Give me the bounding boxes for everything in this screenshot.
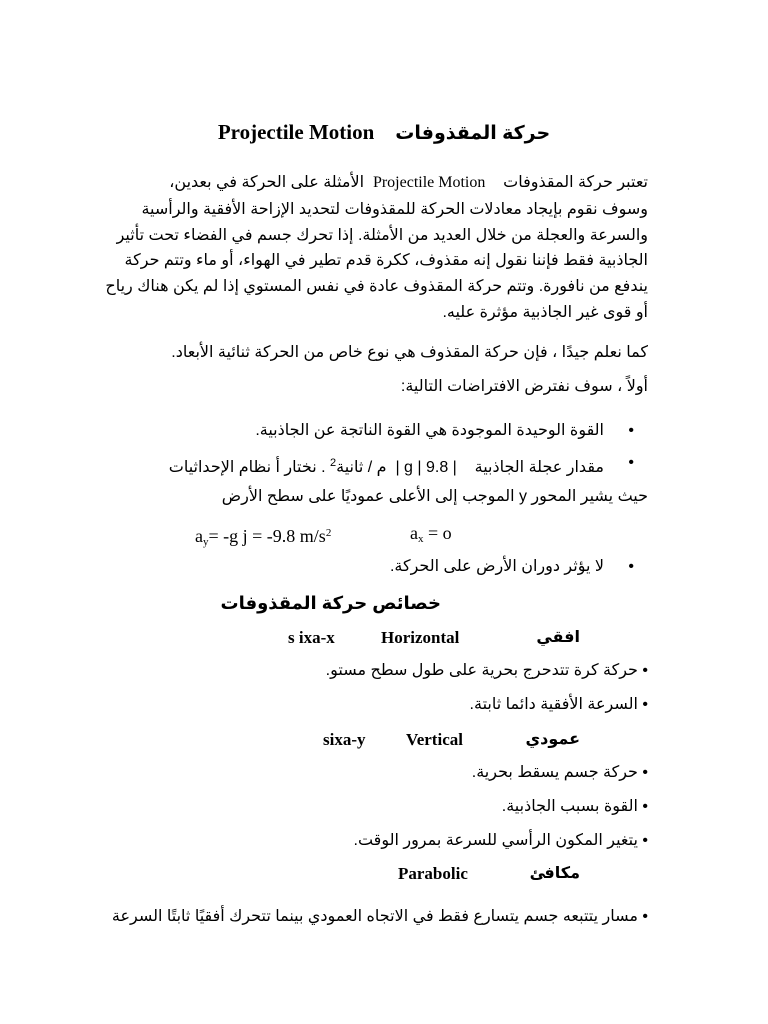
assumptions-intro: أولاً ، سوف نفترض الافتراضات التالية: — [400, 378, 648, 395]
intro-line-2: وسوف نقوم بإيجاد معادلات الحركة للمقذوفات لتحديد الإزاحة الأفقية والرأسية — [141, 201, 648, 218]
horizontal-english-label: Horizontal — [381, 628, 460, 647]
vertical-item-2: • القوة بسبب الجاذبية. — [501, 798, 648, 815]
horizontal-item-2: • السرعة الأفقية دائما ثابتة. — [469, 696, 648, 713]
intro-line-1: تعتبر حركة المقذوفات Projectile Motion الأمثلة على الحركة في بعدين، — [169, 174, 648, 191]
known-statement: كما نعلم جيدًا ، فإن حركة المقذوف هي نوع خاص من الحركة ثنائية الأبعاد. — [171, 344, 648, 361]
bullet-icon: • — [642, 764, 648, 781]
vertical-item-1: • حركة جسم يسقط بحرية. — [471, 764, 648, 781]
vertical-item-3: • يتغير المكون الرأسي للسرعة بمرور الوقت. — [353, 832, 648, 849]
vertical-arabic-label: عمودي — [525, 731, 580, 748]
assumption-item-2: • مقدار عجلة الجاذبية | g | 9.8 | م / ثانية$^2$ . نختار أ نظام الإحداثيات — [168, 454, 634, 476]
title-arabic: حركة المقذوفات — [395, 123, 551, 144]
gravity-value: | g | 9.8 | — [395, 459, 457, 476]
parabolic-item-1: • مسار يتتبعه جسم يتسارع فقط في الاتجاه العمودي بينما تتحرك أفقيًا ثابتًا السرعة — [111, 908, 648, 925]
page-title — [0, 118, 768, 148]
vertical-axis-label: sixa-y — [323, 730, 366, 749]
title-english: Projectile Motion — [217, 120, 375, 144]
bullet-icon: • — [642, 798, 648, 815]
bullet-icon: • — [628, 454, 634, 471]
assumption-item-1: • القوة الوحيدة الموجودة هي القوة الناتجة عن الجاذبية. — [88, 420, 648, 442]
bullet-icon: • — [642, 908, 648, 925]
assumption-item-3: • لا يؤثر دوران الأرض على الحركة. — [88, 556, 648, 578]
bullet-icon: • — [642, 832, 648, 849]
intro-line-3: والسرعة والعجلة من خلال العديد من الأمثلة. إذا تحرك جسم في الفضاء تحت تأثير — [116, 227, 648, 244]
horizontal-item-1: • حركة كرة تتدحرج بحرية على طول سطح مستو. — [325, 662, 648, 679]
bullet-icon: • — [642, 696, 648, 713]
horizontal-arabic-label: افقي — [536, 629, 580, 646]
equation-ax: $a_x = o$ — [410, 523, 452, 545]
vertical-english-label: Vertical — [406, 730, 463, 749]
bullet-icon: • — [628, 422, 634, 439]
intro-english-term: Projectile Motion — [372, 174, 486, 191]
intro-line-6: أو قوى غير الجاذبية مؤثرة عليه. — [442, 304, 648, 321]
intro-line-5: يندفع من نافورة. وتتم حركة المقذوف عادة في نفس المستوي إذا لم يكن هناك رياح — [105, 278, 648, 295]
bullet-icon: • — [642, 662, 648, 679]
horizontal-axis-label: s ixa-x — [288, 628, 335, 647]
parabolic-arabic-label: مكافئ — [529, 865, 580, 882]
characteristics-heading: خصائص حركة المقذوفات — [220, 593, 441, 613]
intro-line-4: الجاذبية فقط فإننا نقول إنه مقذوف، ككرة قدم تطير في الهواء، أو ماء وتتم حركة — [124, 252, 648, 269]
equation-ay: $a_y= -g$ j = -9.8 $m/s^2$ — [195, 526, 332, 548]
bullet-icon: • — [628, 558, 634, 575]
parabolic-english-label: Parabolic — [398, 864, 468, 883]
assumption-item-2-continued: حيث يشير المحور y الموجب إلى الأعلى عموديًا على سطح الأرض — [221, 488, 648, 505]
